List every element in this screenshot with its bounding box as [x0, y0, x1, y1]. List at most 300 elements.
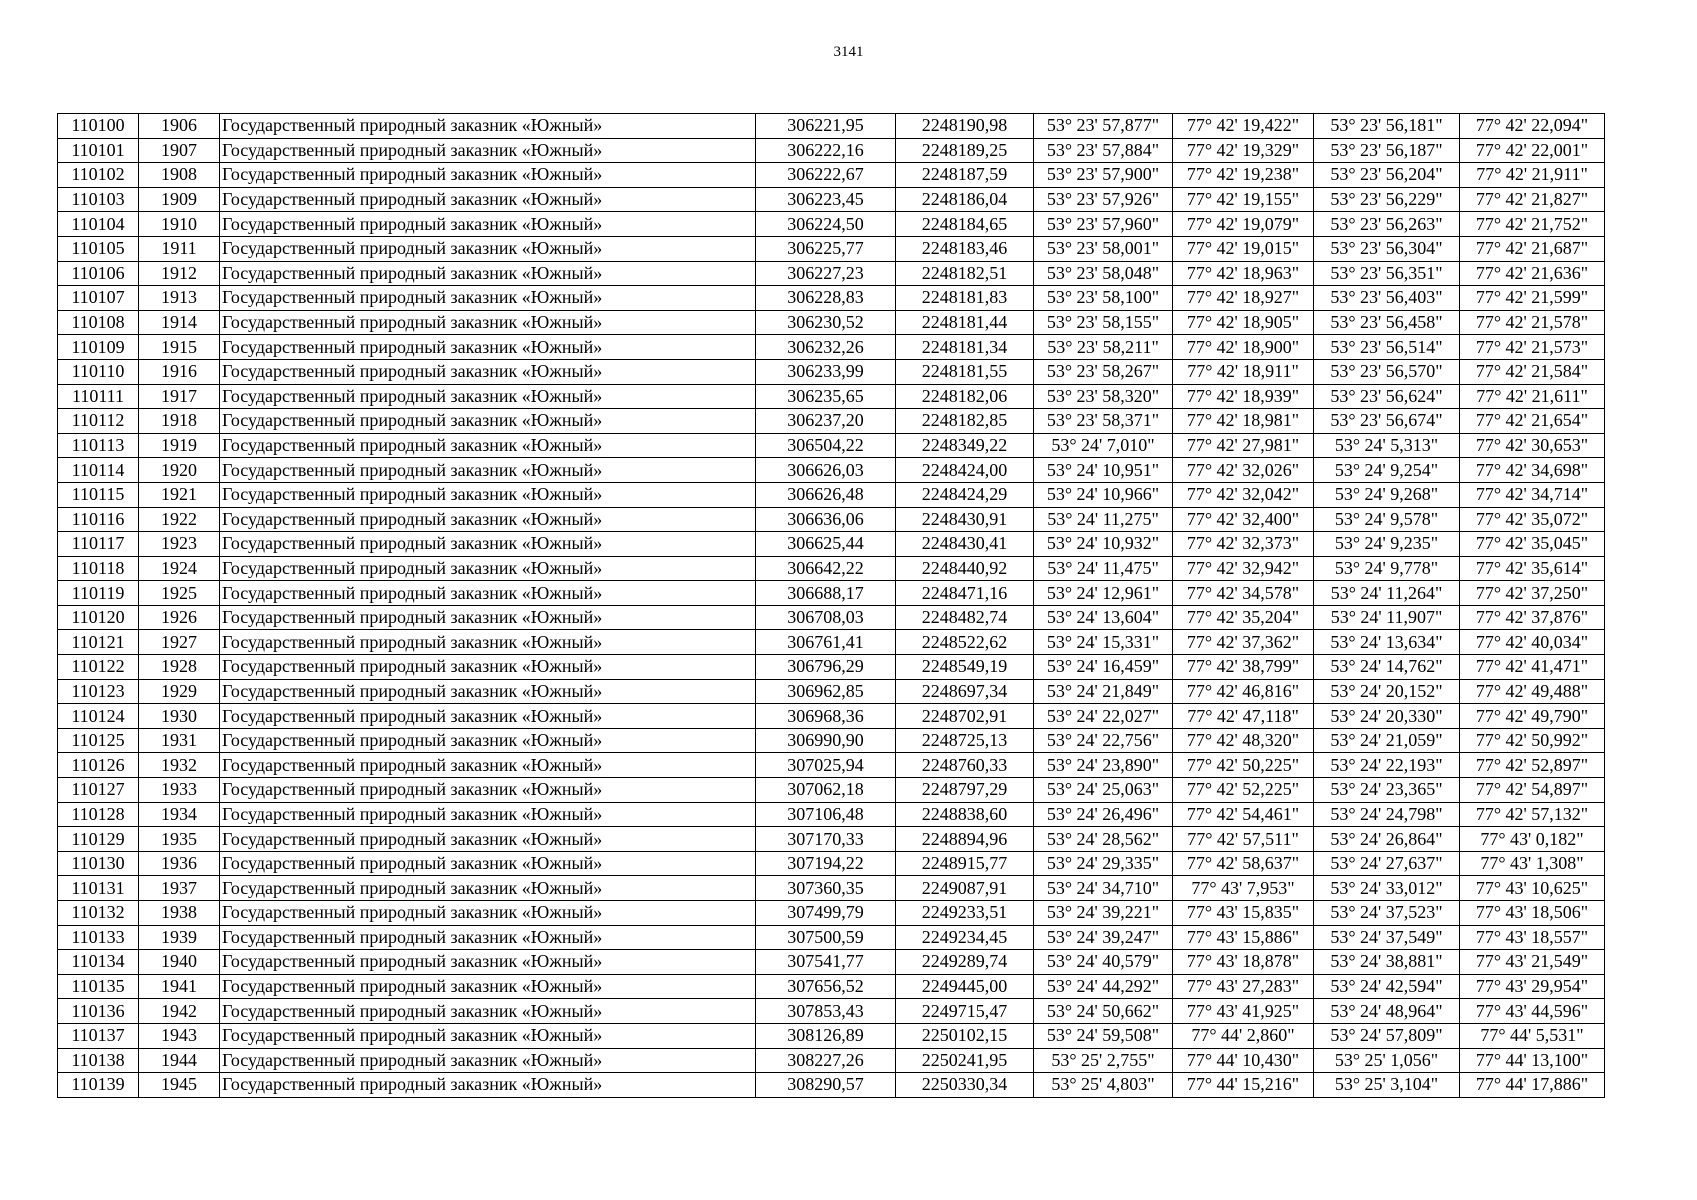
cell-lat-1: 53° 24' 34,710"	[1034, 876, 1173, 901]
cell-y: 2248349,22	[896, 433, 1034, 458]
cell-lon-1: 77° 42' 34,578"	[1173, 581, 1314, 606]
cell-lat-1: 53° 23' 58,371"	[1034, 409, 1173, 434]
cell-name: Государственный природный заказник «Южный»	[220, 384, 756, 409]
cell-x: 306796,29	[756, 655, 896, 680]
cell-lon-2: 77° 44' 5,531"	[1460, 1023, 1605, 1048]
cell-row-id: 110120	[58, 605, 139, 630]
cell-lon-2: 77° 42' 21,573"	[1460, 335, 1605, 360]
cell-lon-1: 77° 43' 41,925"	[1173, 999, 1314, 1024]
cell-lon-2: 77° 42' 57,132"	[1460, 802, 1605, 827]
cell-name: Государственный природный заказник «Южный»	[220, 1023, 756, 1048]
cell-name: Государственный природный заказник «Южный»	[220, 630, 756, 655]
cell-row-id: 110138	[58, 1048, 139, 1073]
cell-lat-1: 53° 24' 11,475"	[1034, 556, 1173, 581]
cell-lat-2: 53° 23' 56,458"	[1314, 310, 1460, 335]
cell-lat-1: 53° 24' 28,562"	[1034, 827, 1173, 852]
cell-lon-2: 77° 42' 52,897"	[1460, 753, 1605, 778]
cell-row-id: 110139	[58, 1073, 139, 1098]
cell-lat-2: 53° 24' 37,523"	[1314, 901, 1460, 926]
cell-lon-1: 77° 42' 35,204"	[1173, 605, 1314, 630]
cell-lon-2: 77° 42' 22,094"	[1460, 114, 1605, 139]
cell-row-id: 110136	[58, 999, 139, 1024]
cell-lat-1: 53° 24' 22,756"	[1034, 728, 1173, 753]
cell-lat-2: 53° 23' 56,570"	[1314, 359, 1460, 384]
cell-lat-1: 53° 24' 26,496"	[1034, 802, 1173, 827]
table-row	[58, 950, 1605, 975]
cell-lon-1: 77° 43' 18,878"	[1173, 950, 1314, 975]
cell-name: Государственный природный заказник «Южный»	[220, 335, 756, 360]
cell-point-number: 1929	[139, 679, 220, 704]
cell-name: Государственный природный заказник «Южный»	[220, 163, 756, 188]
cell-point-number: 1940	[139, 950, 220, 975]
table-row	[58, 827, 1605, 852]
cell-row-id: 110113	[58, 433, 139, 458]
cell-point-number: 1911	[139, 236, 220, 261]
cell-y: 2249087,91	[896, 876, 1034, 901]
cell-lat-1: 53° 24' 22,027"	[1034, 704, 1173, 729]
table-row	[58, 384, 1605, 409]
cell-row-id: 110102	[58, 163, 139, 188]
cell-y: 2248760,33	[896, 753, 1034, 778]
cell-lon-1: 77° 42' 32,026"	[1173, 458, 1314, 483]
cell-lat-1: 53° 24' 44,292"	[1034, 974, 1173, 999]
cell-lat-1: 53° 24' 10,932"	[1034, 532, 1173, 557]
cell-lat-1: 53° 23' 58,320"	[1034, 384, 1173, 409]
cell-point-number: 1924	[139, 556, 220, 581]
cell-y: 2248190,98	[896, 114, 1034, 139]
cell-point-number: 1937	[139, 876, 220, 901]
cell-lon-1: 77° 42' 32,400"	[1173, 507, 1314, 532]
table-row	[58, 974, 1605, 999]
cell-point-number: 1943	[139, 1023, 220, 1048]
cell-x: 306625,44	[756, 532, 896, 557]
cell-lat-2: 53° 24' 22,193"	[1314, 753, 1460, 778]
cell-point-number: 1916	[139, 359, 220, 384]
cell-point-number: 1914	[139, 310, 220, 335]
cell-lon-1: 77° 42' 32,042"	[1173, 482, 1314, 507]
cell-y: 2248915,77	[896, 851, 1034, 876]
cell-x: 308227,26	[756, 1048, 896, 1073]
cell-y: 2248702,91	[896, 704, 1034, 729]
cell-lat-1: 53° 24' 23,890"	[1034, 753, 1173, 778]
cell-lon-2: 77° 42' 21,578"	[1460, 310, 1605, 335]
cell-row-id: 110116	[58, 507, 139, 532]
cell-x: 306990,90	[756, 728, 896, 753]
cell-lon-2: 77° 43' 18,557"	[1460, 925, 1605, 950]
cell-lon-2: 77° 42' 21,911"	[1460, 163, 1605, 188]
cell-name: Государственный природный заказник «Южный»	[220, 753, 756, 778]
cell-lon-2: 77° 42' 40,034"	[1460, 630, 1605, 655]
cell-lon-1: 77° 42' 18,900"	[1173, 335, 1314, 360]
cell-x: 306237,20	[756, 409, 896, 434]
cell-row-id: 110132	[58, 901, 139, 926]
cell-name: Государственный природный заказник «Южный»	[220, 999, 756, 1024]
cell-lon-1: 77° 42' 19,329"	[1173, 138, 1314, 163]
table-row	[58, 433, 1605, 458]
cell-row-id: 110112	[58, 409, 139, 434]
cell-name: Государственный природный заказник «Южный»	[220, 1073, 756, 1098]
cell-name: Государственный природный заказник «Южный»	[220, 655, 756, 680]
cell-point-number: 1920	[139, 458, 220, 483]
cell-lat-2: 53° 24' 13,634"	[1314, 630, 1460, 655]
cell-lat-1: 53° 23' 58,100"	[1034, 286, 1173, 311]
cell-lat-2: 53° 24' 5,313"	[1314, 433, 1460, 458]
cell-lat-1: 53° 24' 16,459"	[1034, 655, 1173, 680]
cell-point-number: 1913	[139, 286, 220, 311]
cell-row-id: 110100	[58, 114, 139, 139]
cell-lat-2: 53° 24' 57,809"	[1314, 1023, 1460, 1048]
cell-x: 306230,52	[756, 310, 896, 335]
cell-row-id: 110137	[58, 1023, 139, 1048]
table-row	[58, 728, 1605, 753]
cell-lon-2: 77° 43' 10,625"	[1460, 876, 1605, 901]
cell-lon-2: 77° 44' 17,886"	[1460, 1073, 1605, 1098]
cell-name: Государственный природный заказник «Южный»	[220, 876, 756, 901]
cell-point-number: 1933	[139, 778, 220, 803]
cell-name: Государственный природный заказник «Южный»	[220, 605, 756, 630]
cell-lon-2: 77° 42' 34,698"	[1460, 458, 1605, 483]
cell-row-id: 110131	[58, 876, 139, 901]
cell-lon-1: 77° 43' 15,835"	[1173, 901, 1314, 926]
cell-row-id: 110109	[58, 335, 139, 360]
cell-lat-1: 53° 24' 10,951"	[1034, 458, 1173, 483]
cell-x: 306225,77	[756, 236, 896, 261]
cell-name: Государственный природный заказник «Южный»	[220, 187, 756, 212]
cell-lat-2: 53° 24' 9,268"	[1314, 482, 1460, 507]
cell-row-id: 110130	[58, 851, 139, 876]
cell-row-id: 110108	[58, 310, 139, 335]
cell-name: Государственный природный заказник «Южный»	[220, 138, 756, 163]
cell-y: 2248187,59	[896, 163, 1034, 188]
cell-lon-2: 77° 42' 50,992"	[1460, 728, 1605, 753]
cell-lon-2: 77° 43' 29,954"	[1460, 974, 1605, 999]
cell-lat-2: 53° 25' 3,104"	[1314, 1073, 1460, 1098]
cell-lat-1: 53° 23' 57,900"	[1034, 163, 1173, 188]
cell-lon-2: 77° 42' 37,876"	[1460, 605, 1605, 630]
cell-lat-1: 53° 24' 40,579"	[1034, 950, 1173, 975]
cell-y: 2248522,62	[896, 630, 1034, 655]
cell-x: 307062,18	[756, 778, 896, 803]
cell-lon-2: 77° 42' 34,714"	[1460, 482, 1605, 507]
cell-point-number: 1906	[139, 114, 220, 139]
cell-x: 307360,35	[756, 876, 896, 901]
cell-row-id: 110110	[58, 359, 139, 384]
cell-row-id: 110126	[58, 753, 139, 778]
cell-lat-2: 53° 24' 27,637"	[1314, 851, 1460, 876]
cell-y: 2248894,96	[896, 827, 1034, 852]
cell-lat-1: 53° 24' 39,221"	[1034, 901, 1173, 926]
cell-name: Государственный природный заказник «Южный»	[220, 581, 756, 606]
cell-lon-1: 77° 44' 15,216"	[1173, 1073, 1314, 1098]
table-row	[58, 876, 1605, 901]
cell-lon-1: 77° 42' 47,118"	[1173, 704, 1314, 729]
cell-lon-2: 77° 42' 21,654"	[1460, 409, 1605, 434]
cell-y: 2248440,92	[896, 556, 1034, 581]
table-row	[58, 359, 1605, 384]
cell-lat-1: 53° 24' 15,331"	[1034, 630, 1173, 655]
cell-point-number: 1925	[139, 581, 220, 606]
table-row	[58, 851, 1605, 876]
cell-name: Государственный природный заказник «Южный»	[220, 458, 756, 483]
cell-lat-2: 53° 24' 20,152"	[1314, 679, 1460, 704]
cell-lon-1: 77° 42' 54,461"	[1173, 802, 1314, 827]
cell-lon-1: 77° 42' 32,942"	[1173, 556, 1314, 581]
cell-point-number: 1930	[139, 704, 220, 729]
cell-point-number: 1935	[139, 827, 220, 852]
cell-name: Государственный природный заказник «Южный»	[220, 679, 756, 704]
cell-row-id: 110135	[58, 974, 139, 999]
cell-lat-2: 53° 24' 24,798"	[1314, 802, 1460, 827]
cell-point-number: 1919	[139, 433, 220, 458]
cell-lon-2: 77° 42' 21,636"	[1460, 261, 1605, 286]
cell-y: 2248549,19	[896, 655, 1034, 680]
table-row	[58, 1023, 1605, 1048]
cell-x: 306235,65	[756, 384, 896, 409]
cell-lon-1: 77° 42' 19,079"	[1173, 212, 1314, 237]
cell-lon-1: 77° 42' 50,225"	[1173, 753, 1314, 778]
cell-name: Государственный природный заказник «Южный»	[220, 778, 756, 803]
cell-row-id: 110104	[58, 212, 139, 237]
cell-x: 306642,22	[756, 556, 896, 581]
cell-row-id: 110101	[58, 138, 139, 163]
cell-lon-2: 77° 42' 22,001"	[1460, 138, 1605, 163]
table-row	[58, 901, 1605, 926]
cell-name: Государственный природный заказник «Южный»	[220, 532, 756, 557]
cell-row-id: 110103	[58, 187, 139, 212]
cell-lat-2: 53° 23' 56,187"	[1314, 138, 1460, 163]
cell-y: 2249289,74	[896, 950, 1034, 975]
cell-point-number: 1907	[139, 138, 220, 163]
table-row	[58, 925, 1605, 950]
cell-lat-2: 53° 23' 56,351"	[1314, 261, 1460, 286]
cell-lat-2: 53° 24' 23,365"	[1314, 778, 1460, 803]
cell-row-id: 110124	[58, 704, 139, 729]
cell-row-id: 110114	[58, 458, 139, 483]
cell-y: 2248181,55	[896, 359, 1034, 384]
cell-point-number: 1945	[139, 1073, 220, 1098]
table-row	[58, 581, 1605, 606]
cell-row-id: 110121	[58, 630, 139, 655]
cell-lat-2: 53° 24' 11,907"	[1314, 605, 1460, 630]
table-row	[58, 753, 1605, 778]
cell-point-number: 1918	[139, 409, 220, 434]
cell-point-number: 1927	[139, 630, 220, 655]
cell-lat-2: 53° 25' 1,056"	[1314, 1048, 1460, 1073]
cell-y: 2249233,51	[896, 901, 1034, 926]
table-row	[58, 655, 1605, 680]
cell-point-number: 1910	[139, 212, 220, 237]
cell-lon-2: 77° 43' 44,596"	[1460, 999, 1605, 1024]
cell-point-number: 1931	[139, 728, 220, 753]
cell-lon-2: 77° 43' 1,308"	[1460, 851, 1605, 876]
cell-lon-1: 77° 42' 18,963"	[1173, 261, 1314, 286]
cell-lat-1: 53° 24' 13,604"	[1034, 605, 1173, 630]
cell-lat-2: 53° 24' 9,254"	[1314, 458, 1460, 483]
cell-name: Государственный природный заказник «Южный»	[220, 409, 756, 434]
cell-lat-2: 53° 23' 56,304"	[1314, 236, 1460, 261]
cell-lon-2: 77° 44' 13,100"	[1460, 1048, 1605, 1073]
cell-lat-1: 53° 23' 57,926"	[1034, 187, 1173, 212]
cell-lon-1: 77° 42' 18,939"	[1173, 384, 1314, 409]
cell-y: 2249445,00	[896, 974, 1034, 999]
table-row	[58, 310, 1605, 335]
cell-name: Государственный природный заказник «Южный»	[220, 433, 756, 458]
cell-name: Государственный природный заказник «Южный»	[220, 310, 756, 335]
cell-y: 2248838,60	[896, 802, 1034, 827]
cell-y: 2248183,46	[896, 236, 1034, 261]
cell-lon-2: 77° 43' 21,549"	[1460, 950, 1605, 975]
table-row	[58, 114, 1605, 139]
cell-x: 306223,45	[756, 187, 896, 212]
cell-x: 307500,59	[756, 925, 896, 950]
cell-x: 306224,50	[756, 212, 896, 237]
cell-x: 308126,89	[756, 1023, 896, 1048]
cell-lat-1: 53° 24' 7,010"	[1034, 433, 1173, 458]
table-row	[58, 778, 1605, 803]
cell-lon-2: 77° 42' 21,752"	[1460, 212, 1605, 237]
cell-row-id: 110118	[58, 556, 139, 581]
cell-y: 2248697,34	[896, 679, 1034, 704]
cell-x: 307499,79	[756, 901, 896, 926]
cell-lat-1: 53° 24' 59,508"	[1034, 1023, 1173, 1048]
table-row	[58, 704, 1605, 729]
cell-name: Государственный природный заказник «Южный»	[220, 1048, 756, 1073]
cell-x: 306233,99	[756, 359, 896, 384]
cell-lon-1: 77° 44' 10,430"	[1173, 1048, 1314, 1073]
cell-lat-1: 53° 23' 57,960"	[1034, 212, 1173, 237]
cell-y: 2248430,91	[896, 507, 1034, 532]
page-number: 3141	[833, 44, 864, 60]
cell-row-id: 110127	[58, 778, 139, 803]
cell-lat-1: 53° 24' 25,063"	[1034, 778, 1173, 803]
table-row	[58, 1073, 1605, 1098]
cell-lon-1: 77° 42' 18,905"	[1173, 310, 1314, 335]
table-row	[58, 802, 1605, 827]
cell-x: 306962,85	[756, 679, 896, 704]
cell-row-id: 110134	[58, 950, 139, 975]
cell-lon-1: 77° 43' 15,886"	[1173, 925, 1314, 950]
cell-row-id: 110123	[58, 679, 139, 704]
cell-x: 307656,52	[756, 974, 896, 999]
cell-lat-1: 53° 23' 58,155"	[1034, 310, 1173, 335]
cell-lat-1: 53° 23' 57,884"	[1034, 138, 1173, 163]
cell-x: 306626,48	[756, 482, 896, 507]
cell-lon-1: 77° 42' 27,981"	[1173, 433, 1314, 458]
cell-y: 2249715,47	[896, 999, 1034, 1024]
cell-y: 2248181,34	[896, 335, 1034, 360]
cell-lon-2: 77° 43' 18,506"	[1460, 901, 1605, 926]
cell-point-number: 1921	[139, 482, 220, 507]
cell-point-number: 1938	[139, 901, 220, 926]
cell-lon-1: 77° 42' 32,373"	[1173, 532, 1314, 557]
cell-row-id: 110106	[58, 261, 139, 286]
cell-name: Государственный природный заказник «Южный»	[220, 286, 756, 311]
cell-x: 306232,26	[756, 335, 896, 360]
cell-lat-1: 53° 23' 58,048"	[1034, 261, 1173, 286]
cell-lon-2: 77° 42' 49,790"	[1460, 704, 1605, 729]
table-row	[58, 630, 1605, 655]
cell-lat-2: 53° 23' 56,674"	[1314, 409, 1460, 434]
cell-lat-1: 53° 25' 2,755"	[1034, 1048, 1173, 1073]
cell-lon-2: 77° 42' 54,897"	[1460, 778, 1605, 803]
cell-row-id: 110111	[58, 384, 139, 409]
cell-lon-1: 77° 44' 2,860"	[1173, 1023, 1314, 1048]
cell-lon-2: 77° 42' 41,471"	[1460, 655, 1605, 680]
table-row	[58, 138, 1605, 163]
cell-y: 2248189,25	[896, 138, 1034, 163]
cell-lat-2: 53° 23' 56,181"	[1314, 114, 1460, 139]
cell-x: 306688,17	[756, 581, 896, 606]
cell-lat-2: 53° 24' 9,778"	[1314, 556, 1460, 581]
cell-lon-2: 77° 42' 37,250"	[1460, 581, 1605, 606]
cell-lat-2: 53° 24' 26,864"	[1314, 827, 1460, 852]
cell-y: 2248182,85	[896, 409, 1034, 434]
cell-x: 306228,83	[756, 286, 896, 311]
cell-lat-2: 53° 24' 14,762"	[1314, 655, 1460, 680]
cell-lat-1: 53° 24' 12,961"	[1034, 581, 1173, 606]
cell-x: 307541,77	[756, 950, 896, 975]
cell-lon-2: 77° 42' 21,687"	[1460, 236, 1605, 261]
cell-y: 2248424,29	[896, 482, 1034, 507]
cell-lat-2: 53° 24' 11,264"	[1314, 581, 1460, 606]
cell-point-number: 1922	[139, 507, 220, 532]
cell-lon-1: 77° 42' 46,816"	[1173, 679, 1314, 704]
cell-lon-2: 77° 42' 21,827"	[1460, 187, 1605, 212]
cell-x: 306227,23	[756, 261, 896, 286]
cell-point-number: 1917	[139, 384, 220, 409]
table-row	[58, 163, 1605, 188]
cell-row-id: 110105	[58, 236, 139, 261]
table-row	[58, 261, 1605, 286]
cell-lat-1: 53° 23' 58,211"	[1034, 335, 1173, 360]
cell-x: 306222,16	[756, 138, 896, 163]
cell-lat-2: 53° 24' 38,881"	[1314, 950, 1460, 975]
cell-lon-1: 77° 42' 48,320"	[1173, 728, 1314, 753]
cell-lon-1: 77° 42' 18,911"	[1173, 359, 1314, 384]
cell-lat-1: 53° 23' 58,001"	[1034, 236, 1173, 261]
cell-lat-2: 53° 24' 20,330"	[1314, 704, 1460, 729]
table-row	[58, 507, 1605, 532]
cell-row-id: 110107	[58, 286, 139, 311]
cell-name: Государственный природный заказник «Южный»	[220, 236, 756, 261]
cell-point-number: 1936	[139, 851, 220, 876]
cell-x: 306221,95	[756, 114, 896, 139]
table-row	[58, 458, 1605, 483]
table-row	[58, 556, 1605, 581]
cell-lon-2: 77° 42' 21,584"	[1460, 359, 1605, 384]
cell-name: Государственный природный заказник «Южный»	[220, 114, 756, 139]
cell-point-number: 1912	[139, 261, 220, 286]
cell-lon-1: 77° 42' 38,799"	[1173, 655, 1314, 680]
cell-lat-2: 53° 23' 56,229"	[1314, 187, 1460, 212]
cell-lat-2: 53° 24' 9,235"	[1314, 532, 1460, 557]
cell-lon-2: 77° 42' 49,488"	[1460, 679, 1605, 704]
cell-x: 306504,22	[756, 433, 896, 458]
table-row	[58, 1048, 1605, 1073]
table-row	[58, 532, 1605, 557]
cell-y: 2248471,16	[896, 581, 1034, 606]
cell-row-id: 110129	[58, 827, 139, 852]
cell-name: Государственный природный заказник «Южный»	[220, 925, 756, 950]
cell-point-number: 1934	[139, 802, 220, 827]
table-body	[58, 114, 1605, 1098]
cell-y: 2248181,83	[896, 286, 1034, 311]
cell-y: 2248725,13	[896, 728, 1034, 753]
cell-x: 307194,22	[756, 851, 896, 876]
cell-point-number: 1923	[139, 532, 220, 557]
cell-point-number: 1941	[139, 974, 220, 999]
cell-lat-2: 53° 23' 56,624"	[1314, 384, 1460, 409]
